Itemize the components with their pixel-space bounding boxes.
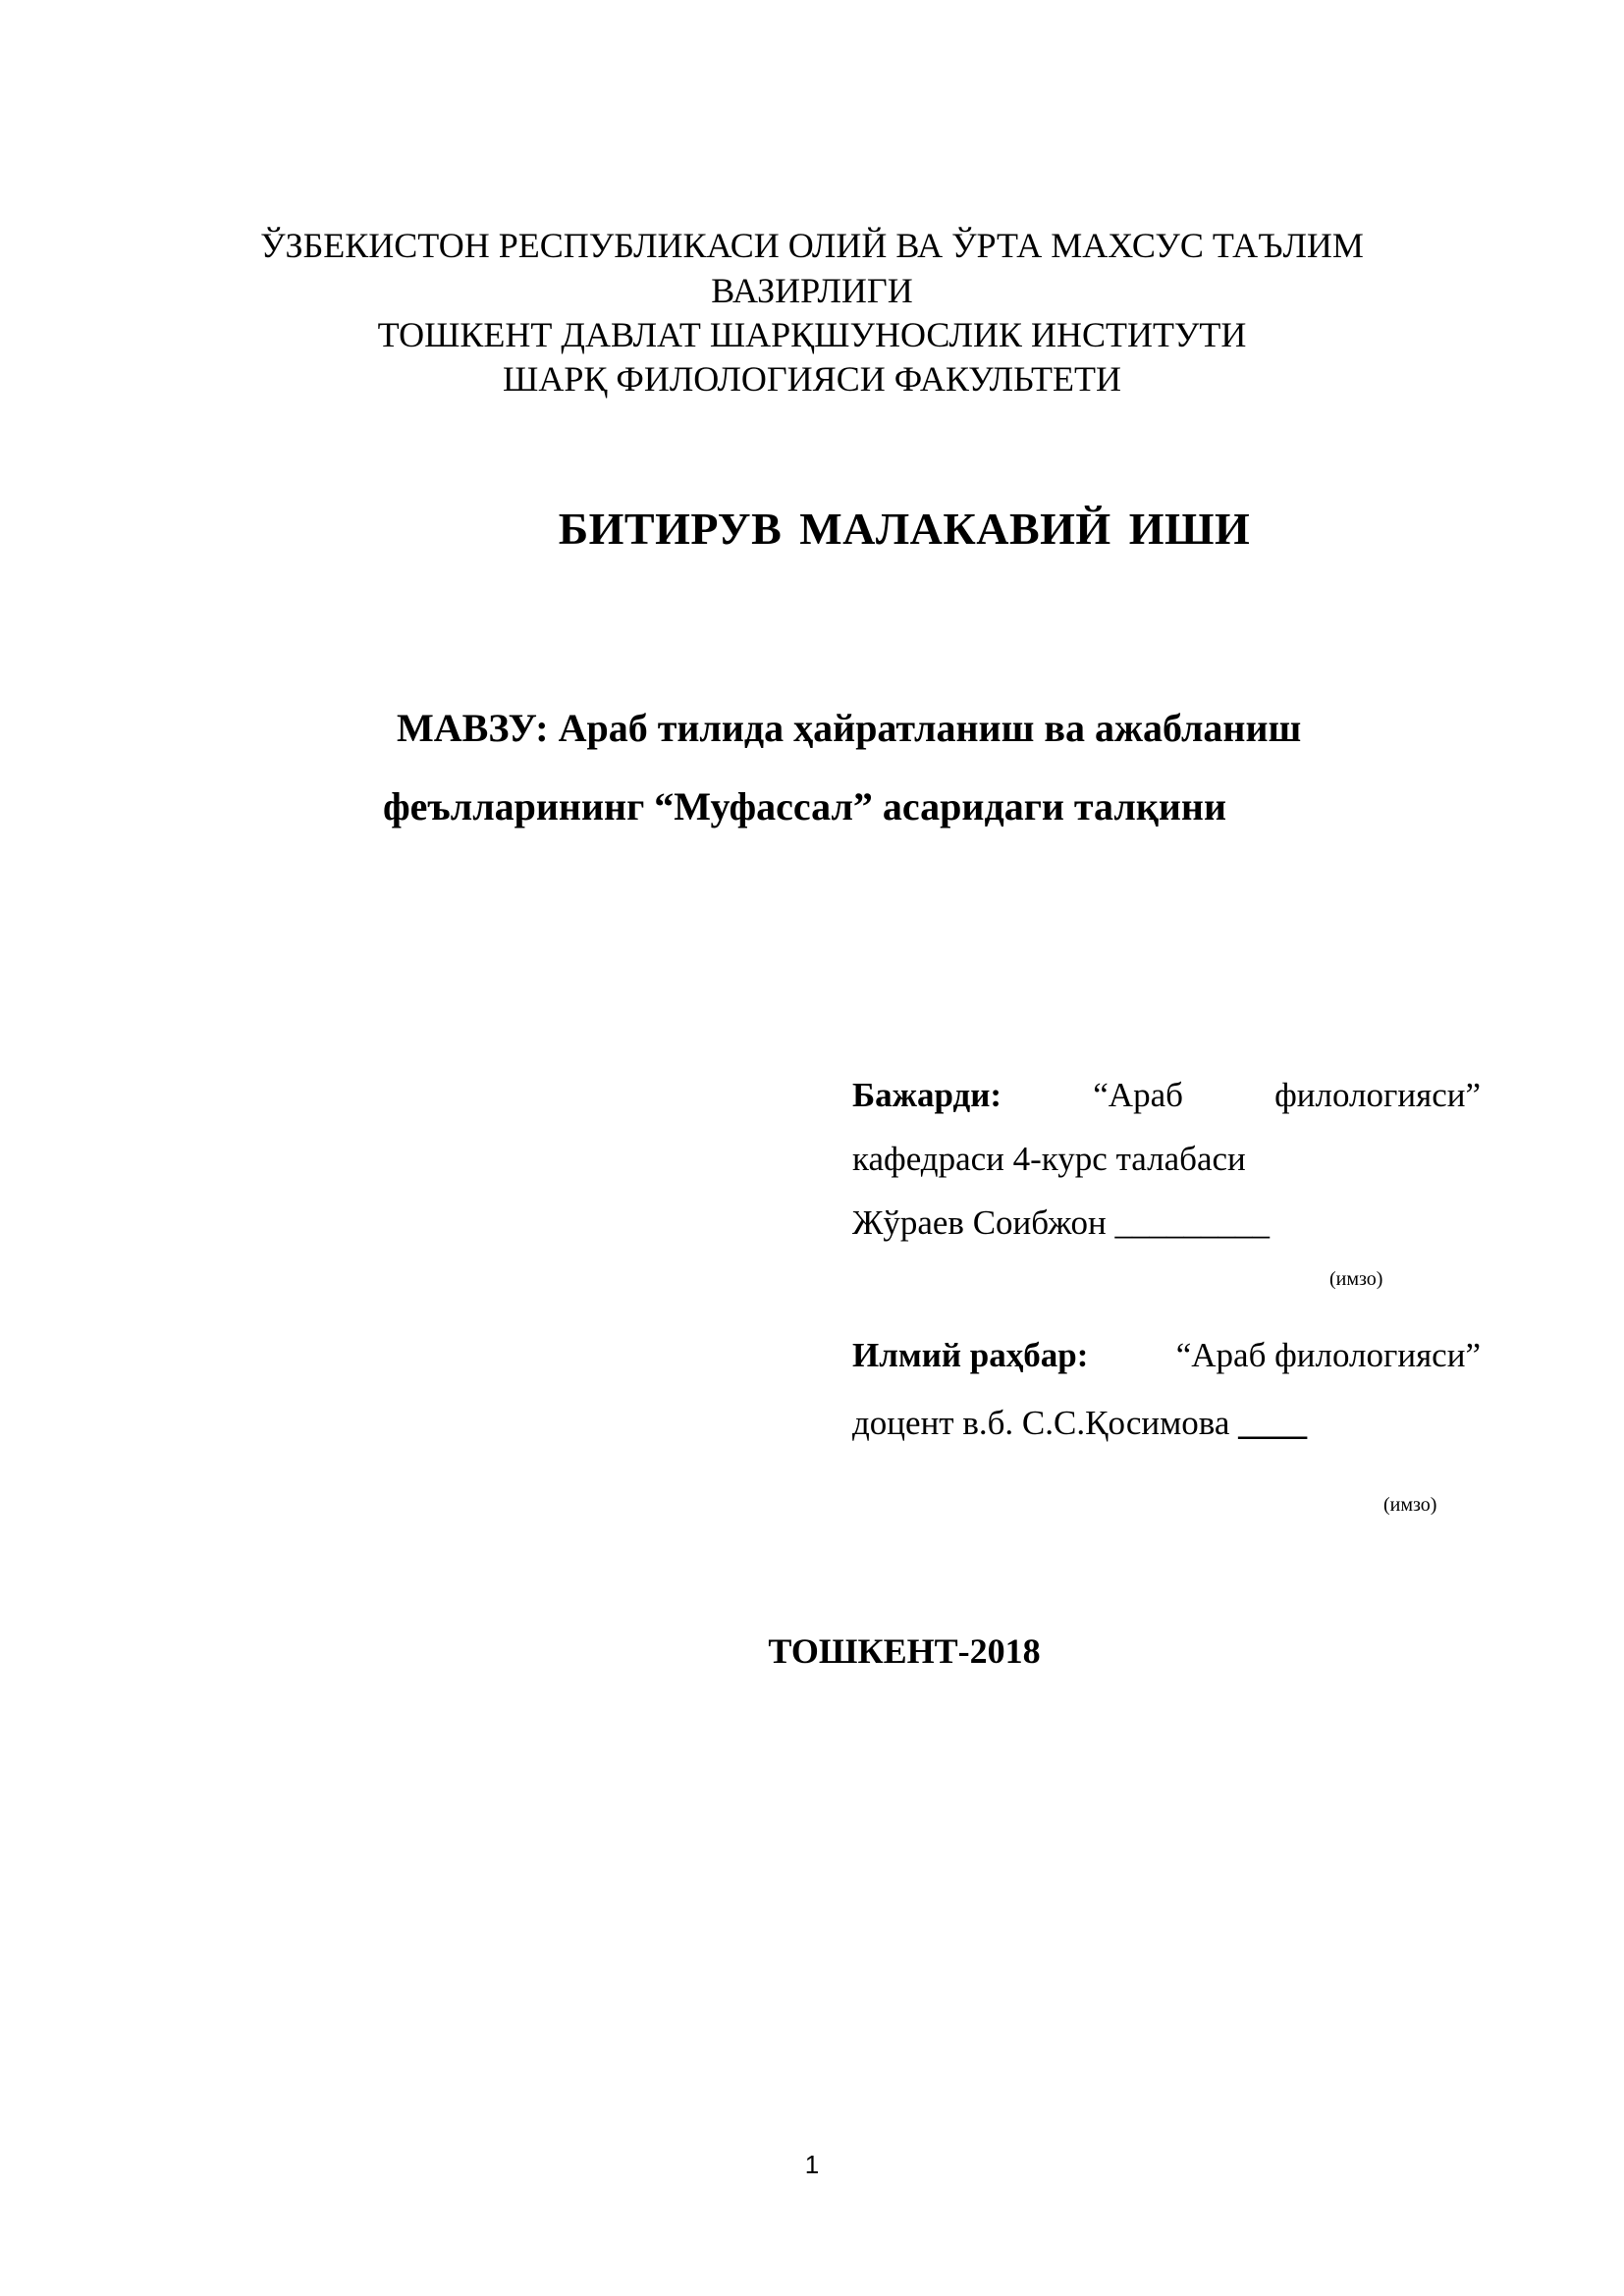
performer-label: Бажарди: <box>852 1076 1002 1114</box>
supervisor-name: доцент в.б. С.С.Қосимова <box>852 1404 1230 1442</box>
ministry-line-2: ВАЗИРЛИГИ <box>711 271 913 310</box>
performer-dept-word-1: “Араб <box>1093 1076 1183 1114</box>
topic-line-1: МАВЗУ: Араб тилида ҳайратланиш ва ажабланиш <box>397 706 1302 750</box>
performer-dept-word-2: филологияси” <box>1274 1076 1481 1114</box>
supervisor-name-line <box>852 1406 1481 1440</box>
performer-line-1 <box>852 1078 1481 1112</box>
supervisor-line-1 <box>852 1338 1481 1372</box>
topic-line-2: феълларининг “Муфассал” асаридаги талқини <box>383 784 1227 828</box>
supervisor-signature-caption: (имзо) <box>1383 1494 1437 1516</box>
performer-signature-line: _________ <box>1114 1203 1271 1242</box>
performer-signature-caption: (имзо) <box>1329 1268 1383 1290</box>
performer-line-2: кафедраси 4-курс талабаси <box>852 1140 1246 1178</box>
performer-name-line <box>852 1205 1481 1240</box>
supervisor-signature-line: ____ <box>1238 1404 1308 1442</box>
performer-name: Жўраев Соибжон <box>852 1203 1107 1242</box>
ministry-line-1: ЎЗБЕКИСТОН РЕСПУБЛИКАСИ ОЛИЙ ВА ЎРТА МАХСУС ТАЪЛИМ <box>260 226 1364 265</box>
document-title: БИТИРУВ МАЛАКАВИЙ ИШИ <box>558 504 1251 554</box>
page-number: 1 <box>804 2150 820 2179</box>
supervisor-label: Илмий раҳбар: <box>852 1336 1089 1374</box>
city-year: ТОШКЕНТ-2018 <box>768 1631 1041 1671</box>
faculty-line: ШАРҚ ФИЛОЛОГИЯСИ ФАКУЛЬТЕТИ <box>503 359 1121 399</box>
institute-line: ТОШКЕНТ ДАВЛАТ ШАРҚШУНОСЛИК ИНСТИТУТИ <box>377 315 1247 354</box>
supervisor-dept: “Араб филологияси” <box>1175 1336 1481 1374</box>
